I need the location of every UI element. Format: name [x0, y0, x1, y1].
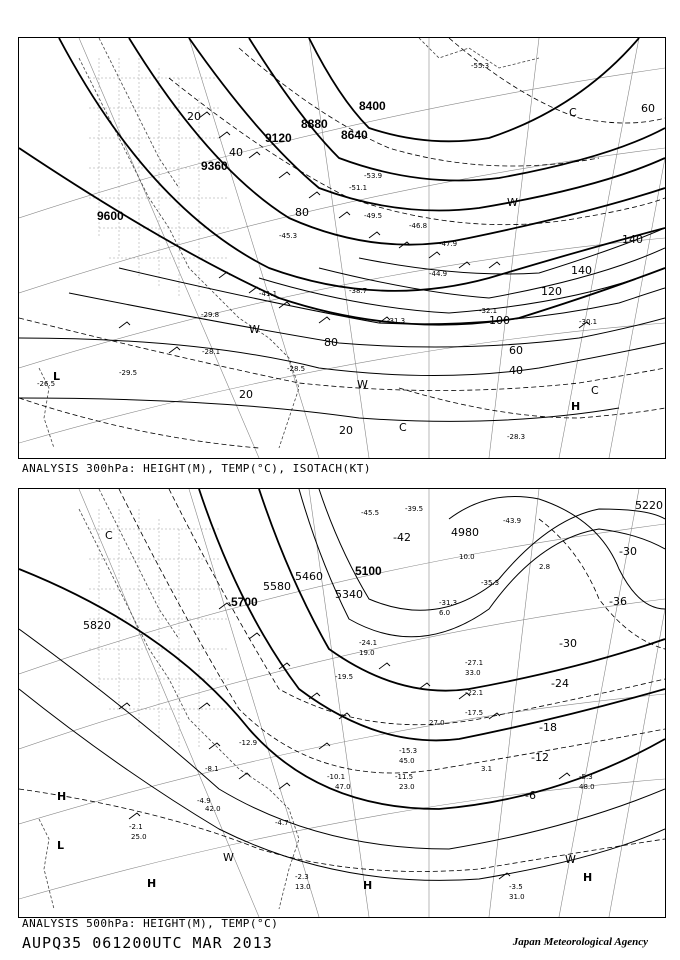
- station-label: -17.5: [465, 709, 484, 717]
- temp-label: -30.1: [579, 318, 598, 326]
- temp-label: -49.5: [364, 212, 383, 220]
- height-label: 5100: [355, 564, 382, 578]
- station-label: 2.8: [539, 563, 551, 571]
- caption-300hpa: ANALYSIS 300hPa: HEIGHT(M), TEMP(°C), ISOTACH(KT): [22, 462, 372, 475]
- temp-label: -53.9: [364, 172, 383, 180]
- height-label: 8880: [301, 117, 328, 131]
- station-label: -45.5: [361, 509, 380, 517]
- chart-500hpa-canvas: [19, 489, 665, 917]
- temp-label: -28.5: [287, 365, 306, 373]
- pressure-center-warm: W: [357, 378, 368, 391]
- temp-label: -30: [619, 545, 637, 558]
- pressure-center-warm: W: [249, 323, 260, 336]
- station-label: -4.7: [275, 819, 289, 827]
- temp-label: -28.1: [202, 348, 221, 356]
- station-label: -35.3: [481, 579, 500, 587]
- isotach-label: 60: [641, 102, 655, 115]
- station-label: -5.3: [579, 773, 593, 781]
- station-label: 25.0: [131, 833, 147, 841]
- height-label: 4980: [451, 526, 479, 539]
- temp-label: -31.3: [387, 317, 406, 325]
- pressure-center-high: H: [583, 871, 593, 884]
- station-label: -2.3: [295, 873, 309, 881]
- temp-label: -55.3: [471, 62, 490, 70]
- pressure-center-cold: C: [399, 421, 407, 434]
- temp-label: -26.5: [37, 380, 56, 388]
- isotach-label: 140: [622, 233, 643, 246]
- isotach-label: 20: [187, 110, 201, 123]
- height-label: 5340: [335, 588, 363, 601]
- height-label: 9600: [97, 209, 124, 223]
- height-label: 5580: [263, 580, 291, 593]
- chart-500hpa: [18, 488, 666, 918]
- pressure-center-cold: C: [569, 106, 577, 119]
- agency-name: Japan Meteorological Agency: [512, 936, 648, 948]
- station-label: 45.0: [399, 757, 415, 765]
- temp-label: -24: [551, 677, 569, 690]
- isotach-contours: [19, 228, 665, 421]
- station-label: -27.1: [465, 659, 484, 667]
- temp-label: -12: [531, 751, 549, 764]
- temp-label: -45.3: [279, 232, 298, 240]
- height-contours: [19, 38, 665, 325]
- pressure-center-low: L: [53, 370, 61, 383]
- station-label: -43.9: [503, 517, 522, 525]
- station-label: -39.5: [405, 505, 424, 513]
- station-label: -12.9: [239, 739, 258, 747]
- temp-label: -28.3: [507, 433, 526, 441]
- pressure-center-high: H: [147, 877, 157, 890]
- isotach-label: 40: [229, 146, 243, 159]
- height-label: 9360: [201, 159, 228, 173]
- station-label: -2.1: [129, 823, 143, 831]
- station-label: -19.5: [335, 673, 354, 681]
- pressure-center-cold: C: [105, 529, 113, 542]
- station-label: -3.5: [509, 883, 523, 891]
- station-label: 3.1: [481, 765, 493, 773]
- temp-label: -44.9: [429, 270, 448, 278]
- station-label: -8.1: [205, 765, 219, 773]
- height-label: 5700: [231, 595, 258, 609]
- station-label: 23.0: [399, 783, 415, 791]
- isotach-label: 80: [295, 206, 309, 219]
- caption-500hpa: ANALYSIS 500hPa: HEIGHT(M), TEMP(°C): [22, 917, 279, 930]
- pressure-center-high: H: [363, 879, 373, 892]
- coastline: [39, 38, 539, 448]
- height-label: 5220: [635, 499, 663, 512]
- station-label: -10.1: [327, 773, 346, 781]
- temp-label: -42: [393, 531, 411, 544]
- height-label: 5820: [83, 619, 111, 632]
- isotach-label: 20: [239, 388, 253, 401]
- bulletin-code: AUPQ35 061200UTC MAR 2013: [22, 934, 273, 952]
- station-label: 42.0: [205, 805, 221, 813]
- station-label: 6.0: [439, 609, 451, 617]
- isotach-label: 40: [509, 364, 523, 377]
- isotach-label: 20: [339, 424, 353, 437]
- height-label: 8640: [341, 128, 368, 142]
- station-label: -4.9: [197, 797, 211, 805]
- height-label: 5460: [295, 570, 323, 583]
- temp-label: -6: [525, 789, 536, 802]
- station-label: 10.0: [459, 553, 475, 561]
- pressure-center-warm: W: [507, 196, 518, 209]
- temp-label: -29.5: [119, 369, 138, 377]
- station-label: 13.0: [295, 883, 311, 891]
- station-label: 19.0: [359, 649, 375, 657]
- station-label: 47.0: [335, 783, 351, 791]
- coastline: [39, 489, 299, 909]
- station-label: 48.0: [579, 783, 595, 791]
- temp-label: -18: [539, 721, 557, 734]
- station-label: -31.3: [439, 599, 458, 607]
- temp-label: -29.8: [201, 311, 220, 319]
- height-label: 9120: [265, 131, 292, 145]
- pressure-center-warm: W: [565, 853, 576, 866]
- station-label: 27.0: [429, 719, 445, 727]
- temp-label: -41.1: [259, 290, 278, 298]
- isotach-label: 120: [541, 285, 562, 298]
- temp-label: -51.1: [349, 184, 368, 192]
- station-label: 33.0: [465, 669, 481, 677]
- temp-label: -36: [609, 595, 627, 608]
- station-label: -24.1: [359, 639, 378, 647]
- pressure-center-cold: C: [591, 384, 599, 397]
- chart-300hpa-canvas: [19, 38, 665, 458]
- chart-300hpa: [18, 37, 666, 459]
- pressure-center-warm: W: [223, 851, 234, 864]
- temp-label: -46.8: [409, 222, 428, 230]
- height-label: 8400: [359, 99, 386, 113]
- pressure-center-low: L: [57, 839, 65, 852]
- pressure-center-high: H: [571, 400, 581, 413]
- isotach-label: 140: [571, 264, 592, 277]
- temp-label: -38.7: [349, 287, 368, 295]
- isotach-label: 60: [509, 344, 523, 357]
- temp-label: -32.1: [479, 307, 498, 315]
- isotach-label: 100: [489, 314, 510, 327]
- pressure-center-high: H: [57, 790, 67, 803]
- station-label: -15.3: [399, 747, 418, 755]
- temp-label: -47.9: [439, 240, 458, 248]
- temp-label: -30: [559, 637, 577, 650]
- isotach-label: 80: [324, 336, 338, 349]
- station-label: 31.0: [509, 893, 525, 901]
- station-label: -22.1: [465, 689, 484, 697]
- station-label: -11.5: [395, 773, 414, 781]
